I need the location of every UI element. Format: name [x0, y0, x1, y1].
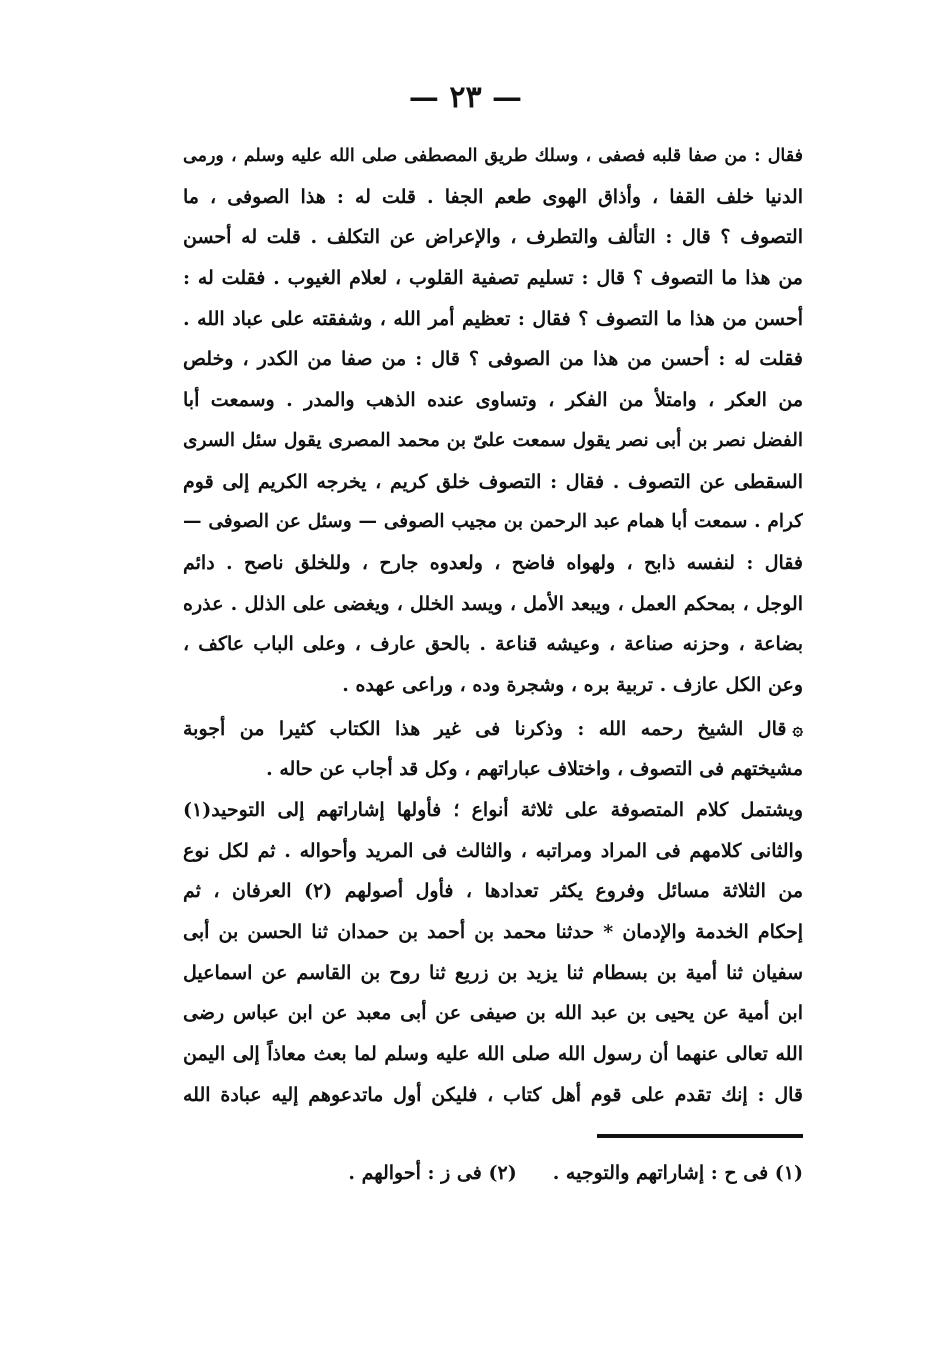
text-line: كرام . سمعت أبا همام عبد الرحمن بن مجيب الصوفى — وسئل عن الصوفى — — [183, 511, 803, 533]
text-line: من الثلاثة مسائل وفروع يكثر تعدادها ، فأول أصولهم (٢) العرفان ، ثم — [183, 880, 803, 903]
text-line: قال : إنك تقدم على قوم أهل كتاب ، فليكن أول ماتدعوهم إليه عبادة الله — [183, 1083, 803, 1106]
text-line: الدنيا خلف القفا ، وأذاق الهوى طعم الجفا . قلت له : هذا الصوفى ، ما — [183, 185, 803, 208]
text-line: من هذا ما التصوف ؟ قال : تسليم تصفية القلوب ، لعلام الغيوب . فقلت له : — [183, 267, 803, 290]
footnote-1: (١) فى ح : إشاراتهم والتوجيه . — [552, 1162, 803, 1184]
footnote-2: (٢) فى ز : أحوالهم . — [348, 1162, 517, 1184]
text-line: التصوف ؟ قال : التألف والتطرف ، والإعراض عن التكلف . قلت له أحسن — [183, 226, 803, 249]
text-line: مشيختهم فى التصوف ، واختلاف عباراتهم ، وكل قد أجاب عن حاله . — [266, 758, 803, 781]
text-line: من العكر ، وامتلأ من الفكر ، وتساوى عنده الذهب والمدر . وسمعت أبا — [183, 389, 803, 412]
text-line: الفضل نصر بن أبى نصر يقول سمعت علىّ بن محمد المصرى يقول سئل السرى — [183, 429, 803, 451]
text-line: الله تعالى عنهما أن رسول الله صلى الله عليه وسلم لما بعث معاذاً إلى اليمن — [183, 1043, 803, 1066]
footnotes — [300, 1162, 803, 1184]
text-line: وعن الكل عازف . تربية بره ، وشجرة وده ، وراعى عهده . — [342, 673, 803, 696]
text-line: بضاعة ، وحزنه صناعة ، وعيشه قناعة . بالحق عارف ، وعلى الباب عاكف ، — [183, 633, 803, 656]
text-line: فقال : لنفسه ذابح ، ولهواه فاضح ، ولعدوه جارح ، وللخلق ناصح . دائم — [183, 551, 803, 574]
text-line: إحكام الخدمة والإدمان * حدثنا محمد بن أحمد بن حمدان ثنا الحسن بن أبى — [183, 921, 803, 944]
text-line: ابن أمية عن يحيى بن عبد الله بن صيفى عن أبى معبد عن ابن عباس رضى — [183, 1002, 803, 1025]
text-line: فقال : من صفا قلبه فصفى ، وسلك طريق المصطفى صلى الله عليه وسلم ، ورمى — [183, 146, 803, 166]
text-line: والثانى كلامهم فى المراد ومراتبه ، والثالث فى المريد وأحواله . ثم لكل نوع — [183, 839, 803, 862]
text-line: فقلت له : أحسن من هذا من الصوفى ؟ قال : من صفا من الكدر ، وخلص — [183, 348, 803, 371]
page-number: — ٢٣ — — [408, 80, 523, 115]
text-line: السقطى عن التصوف . فقال : التصوف خلق كريم ، يخرجه الكريم إلى قوم — [183, 470, 803, 493]
text-line — [183, 709, 803, 750]
footnote-divider — [597, 1134, 803, 1138]
text-line-content: قال الشيخ رحمه الله : وذكرنا فى غير هذا الكتاب كثيرا من أجوبة — [183, 717, 787, 740]
text-line: سفيان ثنا أمية بن بسطام ثنا يزيد بن زريع ثنا روح بن القاسم عن اسماعيل — [183, 961, 803, 984]
text-line: أحسن من هذا ما التصوف ؟ فقال : تعظيم أمر الله ، وشفقته على عباد الله . — [183, 307, 803, 330]
text-line: الوجل ، بمحكم العمل ، ويبعد الأمل ، ويسد الخلل ، ويغضى على الذلل . عذره — [183, 592, 803, 615]
main-text — [183, 136, 803, 1116]
text-line: ويشتمل كلام المتصوفة على ثلاثة أنواع ؛ فأولها إشاراتهم إلى التوحيد(١) — [183, 799, 803, 821]
ornament-icon: ۞ — [792, 718, 803, 740]
